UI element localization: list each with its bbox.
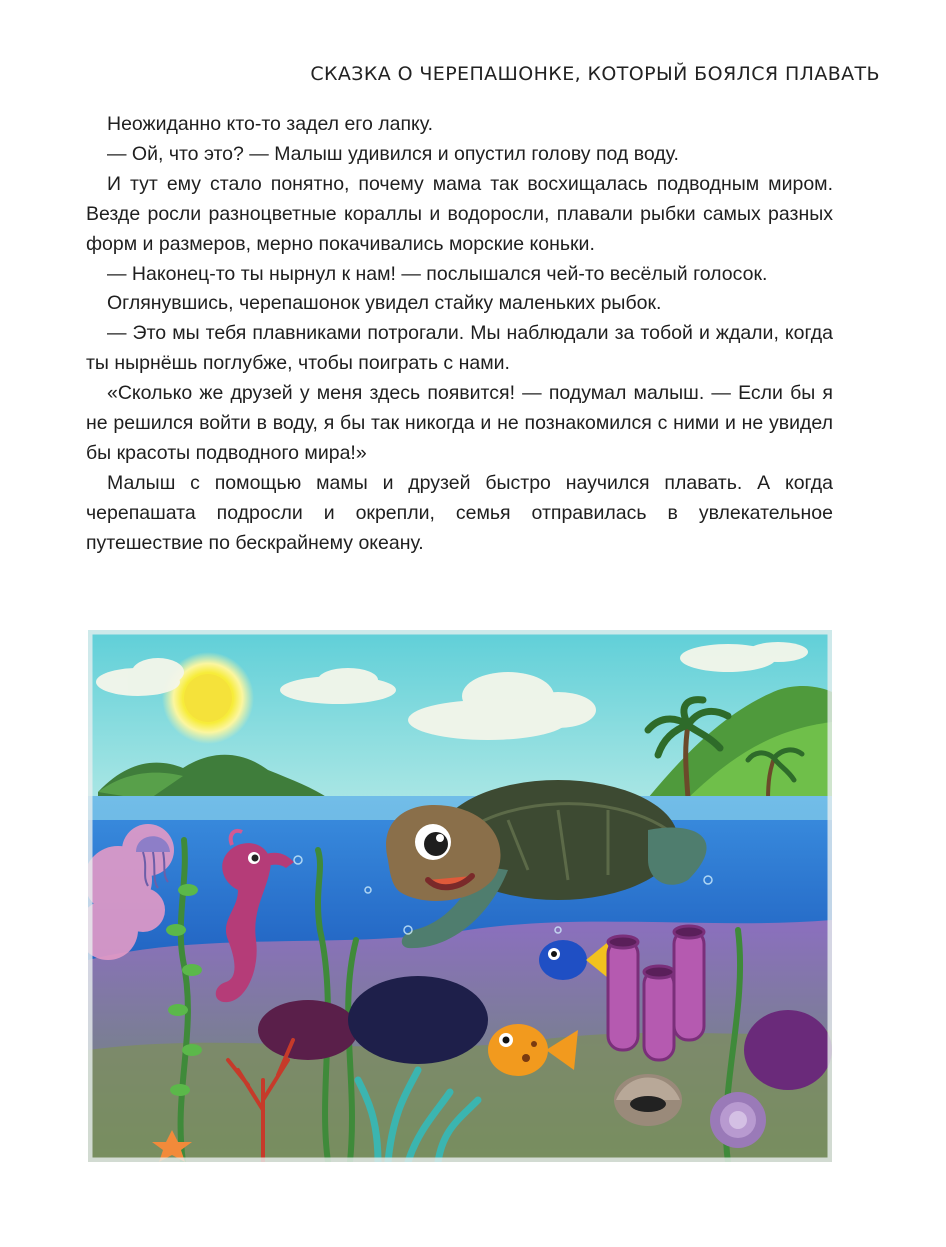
paragraph: Малыш с помощью мамы и друзей быстро научился плавать. А когда черепашата подросли и окрепли, семья отправилась в увлекательное путешествие по бескрайнему океану. [86, 471, 833, 554]
story-text [86, 110, 833, 559]
paragraph: «Сколько же друзей у меня здесь появится! — подумал малыш. — Если бы я не решился войти в воду, я бы так никогда и не познакомился с ними и не увидел бы красоты подводного мира!» [86, 382, 833, 464]
paragraph: И тут ему стало понятно, почему мама так восхищалась подводным миром. Везде росли разноцветные кораллы и водоросли, плавали рыбки самых разных форм и размеров, мерно покачивались морские коньки. [86, 172, 833, 255]
clam-shell [614, 1074, 682, 1126]
paragraph: Неожиданно кто-то задел его лапку. [107, 113, 433, 135]
paragraph: Оглянувшись, черепашонок увидел стайку маленьких рыбок. [107, 292, 662, 315]
paragraph: — Ой, что это? — Малыш удивился и опустил голову под воду. [107, 142, 679, 165]
paragraph: — Наконец-то ты нырнул к нам! — послышался чей-то весёлый голосок. [107, 262, 768, 285]
paragraph: — Это мы тебя плавниками потрогали. Мы наблюдали за тобой и ждали, когда ты нырнёшь поглубже, чтобы поиграть с нами. [86, 322, 833, 375]
snail-shell [710, 1092, 766, 1148]
running-head: СКАЗКА О ЧЕРЕПАШОНКЕ, КОТОРЫЙ БОЯЛСЯ ПЛАВАТЬ [310, 63, 880, 85]
underwater-illustration [88, 630, 832, 1162]
